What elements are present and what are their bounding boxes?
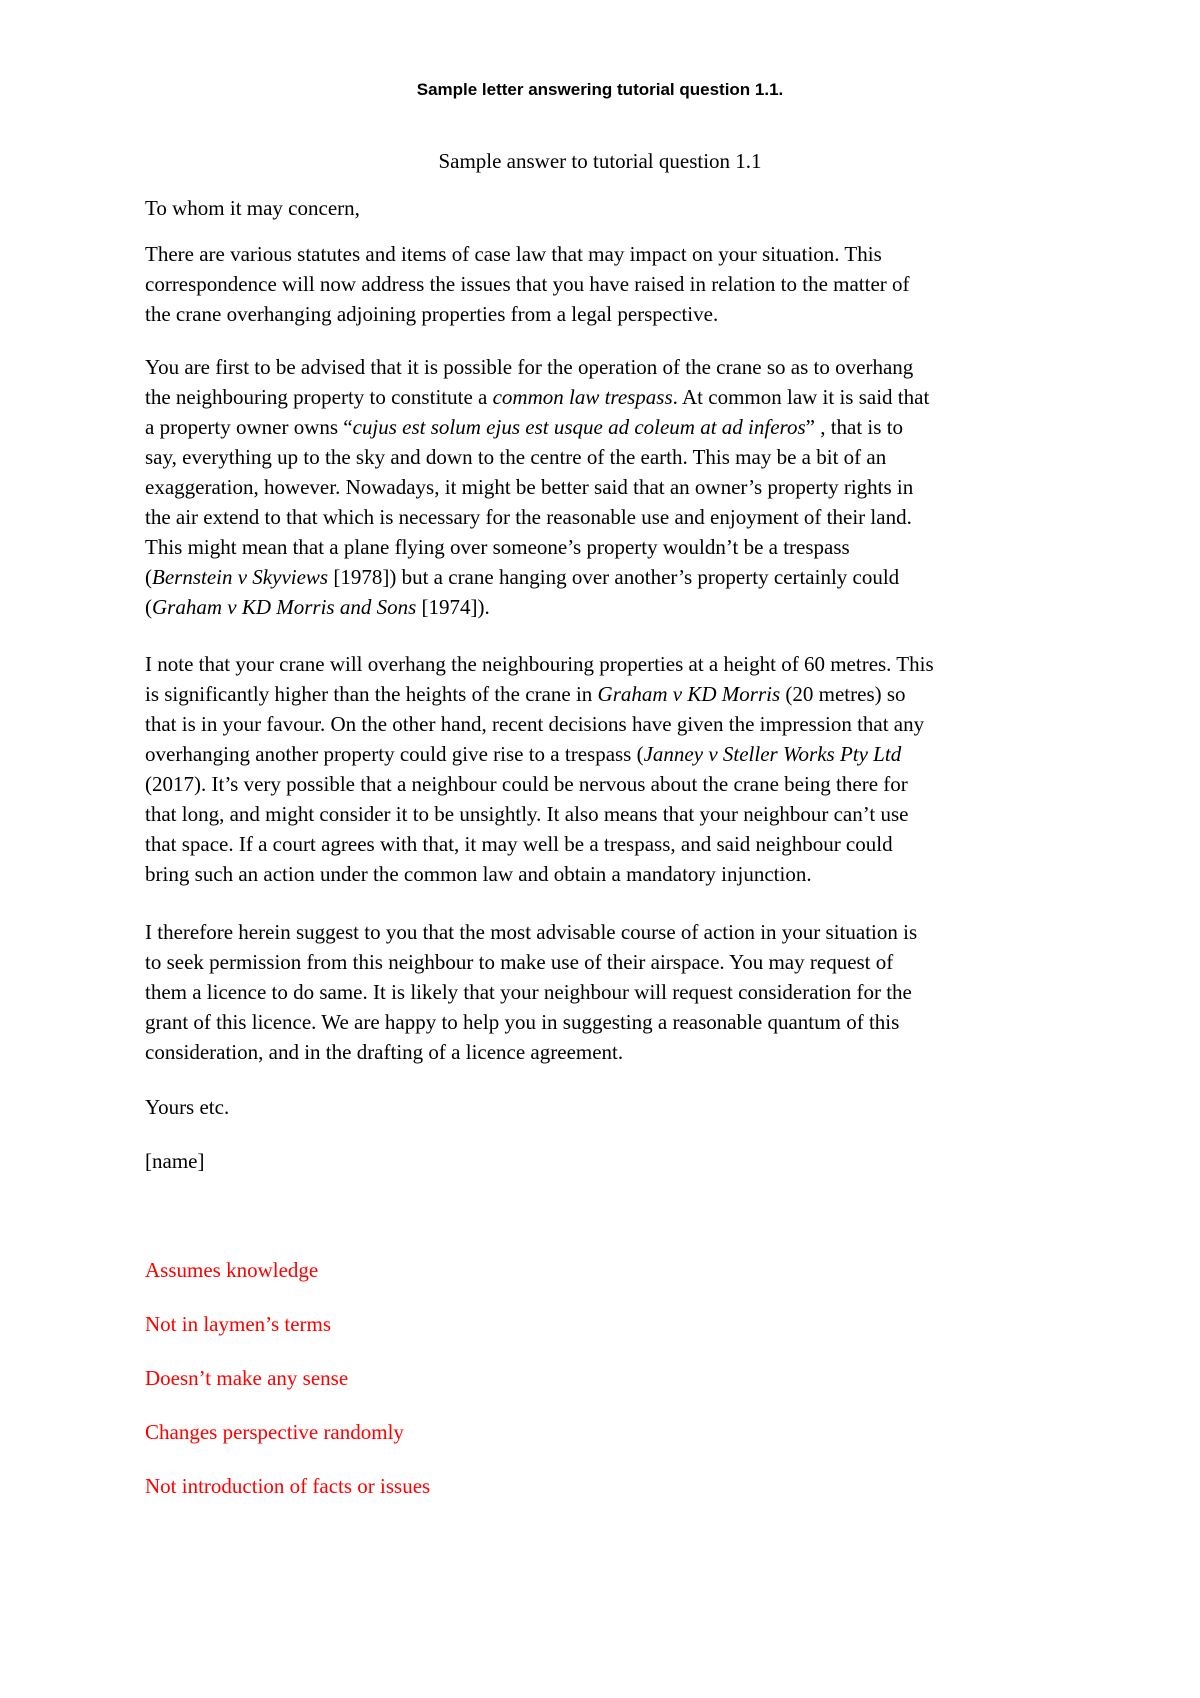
paragraph-line: There are various statutes and items of case law that may impact on your situation. This xyxy=(145,242,882,266)
text-run: overhanging another property could give rise to a trespass ( xyxy=(145,742,644,766)
feedback-note: Not in laymen’s terms xyxy=(145,1312,332,1336)
paragraph-line xyxy=(145,382,1075,412)
paragraph-line: that is in your favour. On the other hand, recent decisions have given the impression that any xyxy=(145,712,925,736)
italic-term: common law trespass xyxy=(492,385,673,409)
text-run: ( xyxy=(145,565,152,589)
paragraph-line: You are first to be advised that it is possible for the operation of the crane so as to overhang xyxy=(145,355,914,379)
latin-maxim: cujus est solum ejus est usque ad coleum at ad inferos xyxy=(352,415,806,439)
paragraph-line: bring such an action under the common law and obtain a mandatory injunction. xyxy=(145,862,812,886)
paragraph-line: (2017). It’s very possible that a neighbour could be nervous about the crane being there for xyxy=(145,772,908,796)
paragraph-height xyxy=(145,649,1075,889)
signoff xyxy=(145,1092,1075,1122)
paragraph-advice xyxy=(145,917,1075,1067)
paragraph-line xyxy=(145,562,1075,592)
case-name: Janney v Steller Works Pty Ltd xyxy=(643,742,902,766)
paragraph-intro xyxy=(145,239,1075,329)
feedback-note: Not introduction of facts or issues xyxy=(145,1474,431,1498)
paragraph-line xyxy=(145,412,1075,442)
text-run: ” , that is to xyxy=(805,415,904,439)
paragraph-line xyxy=(145,592,1075,622)
text-run: [1974]). xyxy=(416,595,490,619)
case-name: Graham v KD Morris and Sons xyxy=(152,595,417,619)
paragraph-line: grant of this licence. We are happy to help you in suggesting a reasonable quantum of this xyxy=(145,1010,900,1034)
paragraph-line: the air extend to that which is necessary for the reasonable use and enjoyment of their land. xyxy=(145,505,912,529)
feedback-notes xyxy=(145,1255,430,1525)
paragraph-common-law xyxy=(145,352,1075,622)
signoff-text: Yours etc. xyxy=(145,1095,230,1119)
feedback-note: Changes perspective randomly xyxy=(145,1420,404,1444)
feedback-note: Doesn’t make any sense xyxy=(145,1366,349,1390)
text-run: a property owner owns “ xyxy=(145,415,353,439)
case-name: Bernstein v Skyviews xyxy=(152,565,329,589)
paragraph-line: I therefore herein suggest to you that the most advisable course of action in your situation is xyxy=(145,920,918,944)
paragraph-line: I note that your crane will overhang the neighbouring properties at a height of 60 metres. This xyxy=(145,652,934,676)
paragraph-line: consideration, and in the drafting of a licence agreement. xyxy=(145,1040,624,1064)
text-run: is significantly higher than the heights of the crane in xyxy=(145,682,598,706)
paragraph-line: that long, and might consider it to be unsightly. It also means that your neighbour can’t use xyxy=(145,802,909,826)
paragraph-line: them a licence to do same. It is likely that your neighbour will request consideration for the xyxy=(145,980,912,1004)
paragraph-line: the crane overhanging adjoining properties from a legal perspective. xyxy=(145,302,719,326)
paragraph-line xyxy=(145,739,1075,769)
letter-title: Sample answer to tutorial question 1.1 xyxy=(438,149,762,173)
salutation-text: To whom it may concern, xyxy=(145,196,360,220)
paragraph-line: to seek permission from this neighbour to make use of their airspace. You may request of xyxy=(145,950,894,974)
text-run: the neighbouring property to constitute a xyxy=(145,385,493,409)
paragraph-line: correspondence will now address the issues that you have raised in relation to the matter of xyxy=(145,272,910,296)
text-run: [1978]) but a crane hanging over another’s property certainly could xyxy=(328,565,900,589)
paragraph-line: exaggeration, however. Nowadays, it might be better said that an owner’s property rights in xyxy=(145,475,914,499)
signature-name xyxy=(145,1146,1075,1176)
signature-name-text: [name] xyxy=(145,1149,205,1173)
text-run: ( xyxy=(145,595,152,619)
case-name: Graham v KD Morris xyxy=(597,682,781,706)
text-run: (20 metres) so xyxy=(780,682,906,706)
salutation xyxy=(145,193,1075,223)
paragraph-line: This might mean that a plane flying over someone’s property wouldn’t be a trespass xyxy=(145,535,850,559)
paragraph-line: say, everything up to the sky and down to the centre of the earth. This may be a bit of an xyxy=(145,445,887,469)
paragraph-line: that space. If a court agrees with that, it may well be a trespass, and said neighbour could xyxy=(145,832,893,856)
feedback-note: Assumes knowledge xyxy=(145,1258,319,1282)
document-heading: Sample letter answering tutorial question 1.1. xyxy=(416,80,784,99)
text-run: . At common law it is said that xyxy=(672,385,930,409)
paragraph-line xyxy=(145,679,1075,709)
